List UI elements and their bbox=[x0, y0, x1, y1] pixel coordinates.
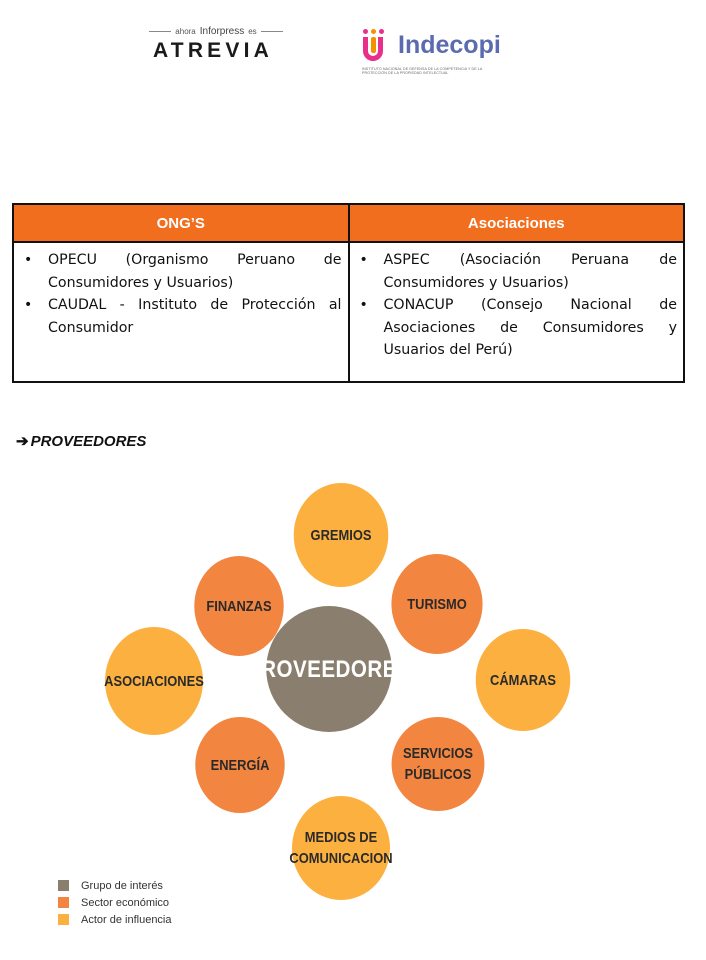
legend-swatch bbox=[58, 897, 69, 908]
bubble-energia bbox=[195, 717, 284, 813]
bullet-icon: • bbox=[24, 252, 33, 268]
bubble-camaras bbox=[476, 629, 571, 731]
bubble-label: GREMIOS bbox=[310, 526, 372, 544]
bubble-asociaciones bbox=[105, 627, 203, 735]
legend-item bbox=[58, 894, 172, 911]
table-column-asociaciones bbox=[348, 205, 684, 381]
bubble-label: ENERGÍA bbox=[210, 756, 270, 774]
bubble-label: SERVICIOS PÚBLICOS bbox=[402, 745, 474, 783]
tagline-line-left bbox=[149, 31, 171, 32]
atrevia-logo bbox=[138, 26, 288, 63]
legend-label: Actor de influencia bbox=[81, 913, 172, 926]
bubble-finanzas bbox=[194, 556, 283, 656]
bubble-label: FINANZAS bbox=[206, 597, 272, 615]
arrow-right-icon: ➔ bbox=[16, 433, 29, 450]
tagline-brand: Inforpress bbox=[199, 26, 245, 37]
list-item bbox=[358, 249, 678, 294]
bullet-icon: • bbox=[359, 252, 368, 268]
list-item-text: OPECU (Organismo Peruano de Consumidores y Usuarios) bbox=[48, 252, 342, 291]
bubble-label: CÁMARAS bbox=[490, 671, 556, 689]
list-item-text: CONACUP (Consejo Nacional de Asociaciones de Consumidores y Usuarios del Perú) bbox=[383, 297, 677, 358]
bubble-label: TURISMO bbox=[407, 595, 467, 613]
legend-swatch bbox=[58, 914, 69, 925]
table-header-ongs: ONG’S bbox=[14, 205, 348, 243]
bubble-turismo bbox=[391, 554, 482, 654]
legend-label: Sector económico bbox=[81, 896, 170, 909]
bubble-servicios-publicos bbox=[392, 717, 485, 811]
atrevia-tagline bbox=[144, 26, 288, 37]
tagline-suffix: es bbox=[248, 27, 257, 36]
list-item bbox=[358, 294, 678, 362]
legend-item bbox=[58, 877, 172, 894]
list-item bbox=[22, 249, 342, 294]
indecopi-subtitle: INSTITUTO NACIONAL DE DEFENSA DE LA COMPETENCIA Y DE LA PROTECCIÓN DE LA PROPIEDAD INTELECTUAL bbox=[362, 67, 483, 76]
legend-item bbox=[58, 911, 172, 928]
bubble-gremios bbox=[294, 483, 389, 587]
legend bbox=[58, 877, 172, 928]
table-header-asociaciones: Asociaciones bbox=[350, 205, 684, 243]
legend-label: Grupo de interés bbox=[81, 879, 163, 892]
indecopi-mark-icon bbox=[360, 27, 396, 65]
section-title: PROVEEDORES bbox=[30, 433, 147, 450]
tagline-line-right bbox=[261, 31, 283, 32]
bubble-proveedores bbox=[246, 606, 412, 732]
indecopi-name: Indecopi bbox=[398, 31, 501, 59]
legend-swatch bbox=[58, 880, 69, 891]
bullet-icon: • bbox=[359, 297, 368, 313]
atrevia-name: ATREVIA bbox=[152, 39, 273, 62]
list-item-text: CAUDAL - Instituto de Protección al Consumidor bbox=[48, 297, 342, 336]
bubble-label: MEDIOS DE COMUNICACION bbox=[289, 829, 393, 867]
table-cell-ongs bbox=[14, 243, 348, 339]
table-column-ongs bbox=[14, 205, 348, 381]
list-item bbox=[22, 294, 342, 339]
bubble-medios bbox=[289, 796, 393, 900]
bullet-icon: • bbox=[24, 297, 33, 313]
organizations-table bbox=[12, 203, 685, 383]
section-heading bbox=[16, 432, 146, 450]
list-item-text: ASPEC (Asociación Peruana de Consumidores y Usuarios) bbox=[383, 252, 677, 291]
bubble-label: ASOCIACIONES bbox=[104, 672, 204, 690]
table-cell-asociaciones bbox=[350, 243, 684, 362]
indecopi-logo bbox=[360, 27, 510, 83]
bubble-label: PROVEEDORES bbox=[246, 655, 412, 683]
providers-diagram bbox=[0, 480, 706, 900]
tagline-small: ahora bbox=[175, 27, 196, 36]
